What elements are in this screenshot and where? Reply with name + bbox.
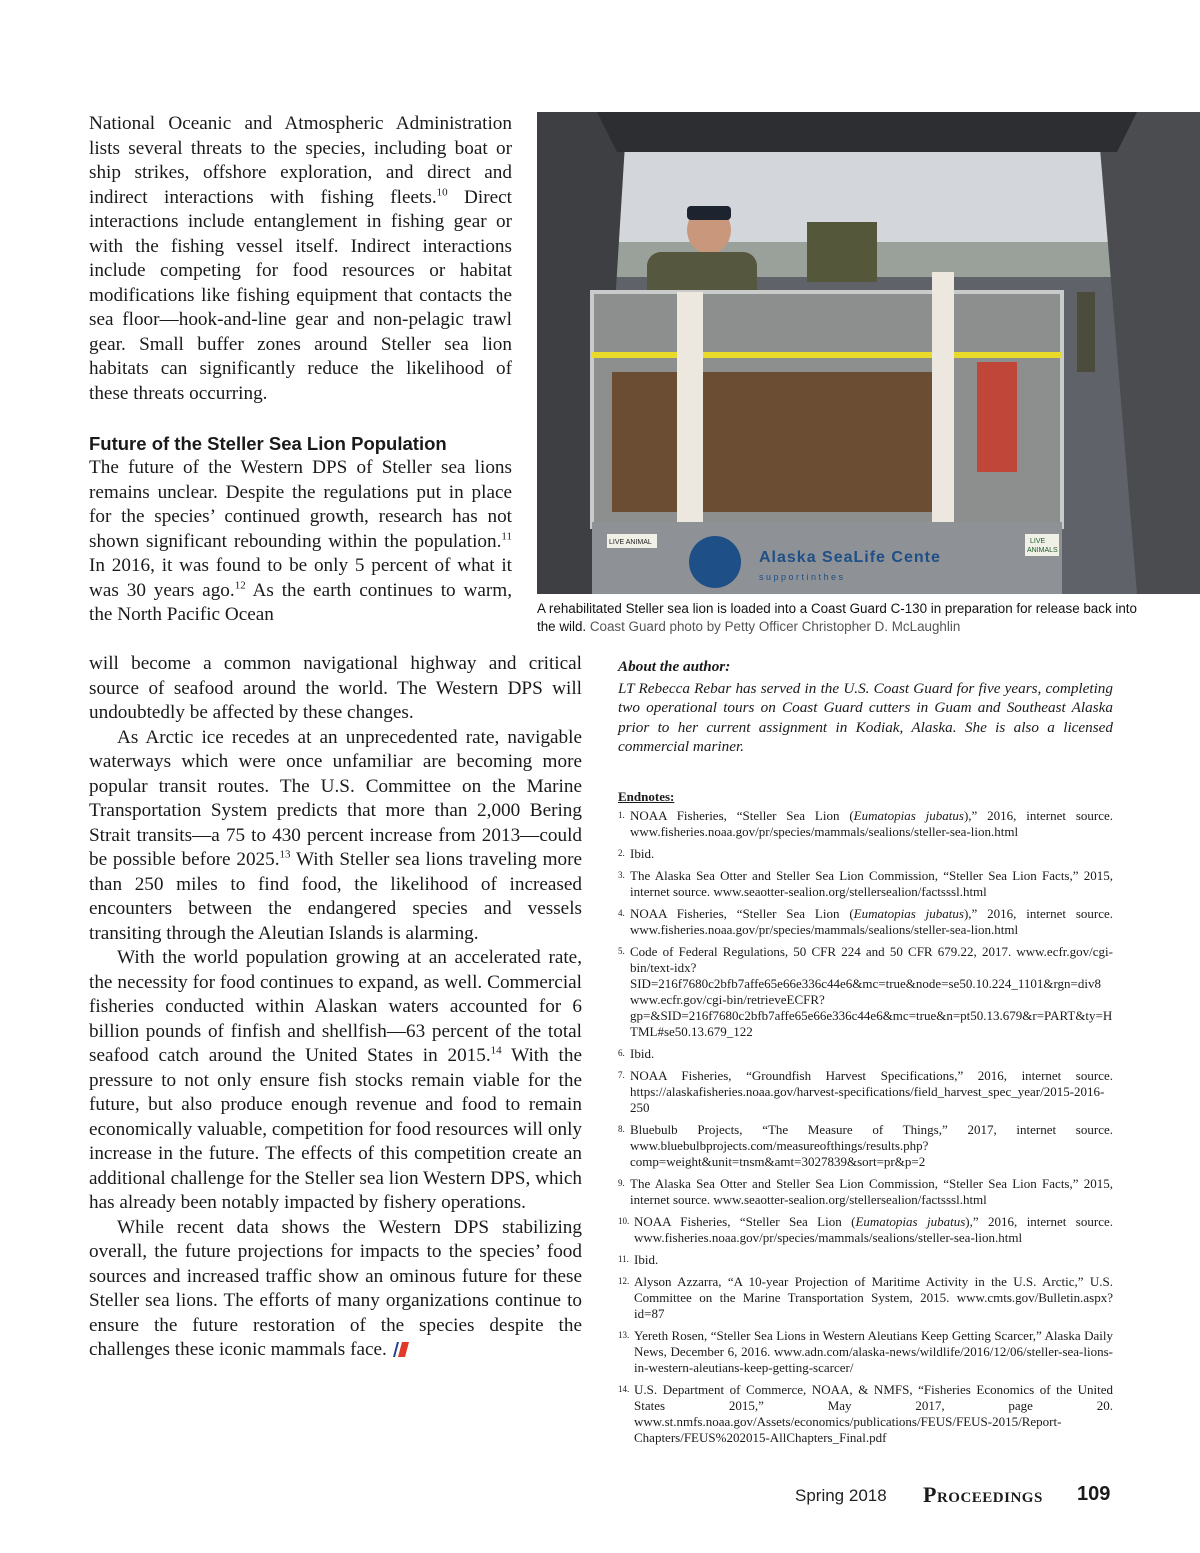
endnote-number: 8.	[618, 1124, 625, 1134]
sea-lion	[612, 372, 942, 512]
endnote-text: NOAA Fisheries, “Groundfish Harvest Specifications,” 2016, internet source. https://alaskafisheries.noaa.gov/harvest-specifications/field_harvest_spec_year/2015-2016-250	[630, 1068, 1113, 1115]
photo-illustration	[537, 112, 1200, 594]
handler-red-jacket	[977, 362, 1017, 472]
forklift	[807, 222, 877, 282]
photo-credit: Coast Guard photo by Petty Officer Christopher D. McLaughlin	[589, 619, 961, 634]
sign-left-text: LIVE ANIMAL	[609, 539, 652, 546]
person-walking	[1077, 292, 1095, 372]
paragraph: With the world population growing at an accelerated rate, the necessity for food continues to expand, as well. Commercial fisheries conducted within Alaskan waters accounted for 6 billion pounds of finfish and shellfish—63 percent of the total seafood catch around the United States in 2015.14 With the pressure to not only ensure fish stocks remain viable for the future, but also produce enough revenue and food to remain economically valuable, competition for food resources will only increase in the future. The effects of this competition create an additional challenge for the Steller sea lion Western DPS, which has already been notably impacted by fishery operations.	[89, 947, 582, 1213]
endnote-number: 14.	[618, 1384, 630, 1394]
endnote-text: U.S. Department of Commerce, NOAA, & NMFS, “Fisheries Economics of the United States 2015,” May 2017, page 20. www.st.nmfs.noaa.gov/Assets/economics/publications/FEUS/FEUS-2015/Report-Chapters/FEUS%202015-AllChapters_Final.pdf	[634, 1382, 1113, 1445]
endnote-item	[618, 1274, 1113, 1322]
about-author-heading: About the author:	[618, 658, 731, 675]
endnote-text: Eumatopias jubatus	[853, 906, 964, 921]
footnote-ref: 12	[234, 579, 246, 592]
cargo-ramp-top	[597, 112, 1137, 152]
endnote-text: NOAA Fisheries, “Steller Sea Lion (	[634, 1214, 856, 1229]
footnote-ref: 10	[436, 186, 448, 199]
body-column-wide	[89, 652, 582, 1363]
endnote-number: 7.	[618, 1070, 625, 1080]
endnote-item	[618, 1122, 1113, 1170]
endnote-text: ),” 2016, internet source. www.fisheries.noaa.gov/pr/species/mammals/sealions/steller-sea-lion.html	[634, 1214, 1113, 1245]
endnote-number: 9.	[618, 1178, 625, 1188]
endnote-number: 1.	[618, 810, 625, 820]
paragraph: As Arctic ice recedes at an unprecedented rate, navigable waterways which were once unfamiliar are becoming more popular transit routes. The U.S. Committee on the Marine Transportation System predicts that more than 2,000 Bering Strait transits—a 75 to 430 percent increase from 2013—could be possible before 2025.13 With Steller sea lions traveling more than 250 miles to find food, the likelihood of increased encounters between the endangered species and vessels transiting through the Aleutian Islands is alarming.	[89, 726, 582, 944]
endnote-item	[618, 1382, 1113, 1446]
endnote-text: NOAA Fisheries, “Steller Sea Lion (	[630, 808, 854, 823]
endnote-item	[618, 1068, 1113, 1116]
publication-name: Proceedings	[923, 1482, 1043, 1507]
about-author	[618, 657, 1113, 757]
section-heading: Future of the Steller Sea Lion Population	[89, 433, 447, 454]
endnote-item	[618, 906, 1113, 938]
paragraph: The future of the Western DPS of Steller sea lions remains unclear. Despite the regulations put in place for the species’ continued growth, research has not shown significant rebounding within the population.$^{11}$ In 2016, it was found to be only 5 percent of what it was 30 years ago.$^{12}$ As the earth continues to warm, the North Pacific Ocean	[89, 457, 513, 625]
endnote-item	[618, 846, 1113, 862]
endnote-number: 5.	[618, 946, 625, 956]
endnote-number: 3.	[618, 870, 625, 880]
endnote-text: ),” 2016, internet source. www.fisheries.noaa.gov/pr/species/mammals/sealions/steller-sea-lion.html	[630, 808, 1113, 839]
sign-right-text-1: LIVE	[1030, 538, 1046, 545]
endnote-number: 12.	[618, 1276, 630, 1286]
endnote-item	[618, 1328, 1113, 1376]
endnote-item	[618, 1046, 1113, 1062]
endnotes-title: Endnotes:	[618, 789, 675, 804]
endnote-number: 13.	[618, 1330, 630, 1340]
issue-season: Spring 2018	[795, 1486, 887, 1505]
endnote-item	[618, 1214, 1113, 1246]
endnote-item	[618, 1176, 1113, 1208]
footnote-ref: 11	[501, 530, 512, 543]
footnote-ref: 14	[490, 1044, 502, 1057]
photo-caption: A rehabilitated Steller sea lion is loaded into a Coast Guard C-130 in preparation for release back into the wild. Coast Guard photo by Petty Officer Christopher D. McLaughlin	[537, 601, 1137, 634]
endnote-text: Yereth Rosen, “Steller Sea Lions in Western Aleutians Keep Getting Scarcer,” Alaska Daily News, December 6, 2016. www.adn.com/alaska-news/wildlife/2016/12/06/steller-sea-lions-in-western-aleutians-keep-getting-scarcer/	[634, 1328, 1113, 1375]
endnote-text: Ibid.	[630, 1046, 655, 1061]
endnote-item	[618, 868, 1113, 900]
endnote-number: 6.	[618, 1048, 625, 1058]
footnote-ref: 13	[279, 848, 291, 861]
endnote-text: Ibid.	[634, 1252, 659, 1267]
end-mark-icon	[391, 1342, 409, 1357]
article-photo	[537, 112, 1200, 594]
endnote-text: Code of Federal Regulations, 50 CFR 224 and 50 CFR 679.22, 2017. www.ecfr.gov/cgi-bin/text-idx?SID=216f7680c2bfb7affe65e66e336c44e6&mc=true&node=se50.10.224_1101&rgn=div8	[630, 944, 1113, 991]
endnote-item	[618, 1252, 1113, 1268]
endnote-text: Eumatopias jubatus	[855, 1214, 966, 1229]
endnote-number: 11.	[618, 1254, 629, 1264]
strap-yellow	[592, 352, 1062, 358]
author-bio: LT Rebecca Rebar has served in the U.S. Coast Guard for five years, completing two operational tours on Coast Guard cutters in Guam and Southeast Alaska prior to her current assignment in Kodiak, Alaska. She is also a licensed commercial mariner.	[618, 679, 1113, 755]
body-column-left	[89, 112, 512, 628]
endnote-text: Alyson Azzarra, “A 10-year Projection of Maritime Activity in the U.S. Arctic,” U.S. Committee on the Marine Transportation System, 2015. www.cmts.gov/Bulletin.aspx?id=87	[634, 1274, 1113, 1321]
paragraph: will become a common navigational highway and critical source of seafood around the world. The Western DPS will undoubtedly be affected by these changes.	[89, 653, 582, 723]
paragraph: National Oceanic and Atmospheric Administration lists several threats to the species, including boat or ship strikes, offshore exploration, and direct and indirect interactions with fishing fleets.$^{10}$ Direct interactions include entanglement in fishing gear or with the fishing vessel itself. Indirect interactions include competing for food resources or habitat modifications like fishing equipment that contacts the sea floor—hook-and-line gear and non-pelagic trawl gear. Small buffer zones around Steller sea lion habitats can significantly reduce the likelihood of these threats occurring.	[89, 113, 513, 404]
endnotes	[618, 789, 1113, 1452]
endnote-number: 10.	[618, 1216, 630, 1226]
endnote-text: Ibid.	[630, 846, 655, 861]
sign-right-text-2: ANIMALS	[1027, 547, 1058, 554]
endnote-text: www.ecfr.gov/cgi-bin/retrieveECFR?gp=&SID=216f7680c2bfb7affe65e66e336c44e6&mc=true&n=pt50.13.679&r=PART&ty=HTML#se50.13.679_122	[630, 992, 1113, 1039]
page-number: 109	[1077, 1483, 1111, 1505]
endnote-list	[618, 808, 1113, 1446]
endnote-text: ),” 2016, internet source. www.fisheries.noaa.gov/pr/species/mammals/sealions/steller-sea-lion.html	[630, 906, 1113, 937]
endnote-number: 4.	[618, 908, 625, 918]
endnote-text: Bluebulb Projects, “The Measure of Things,” 2017, internet source. www.bluebulbprojects.com/measureofthings/results.php?comp=weight&unit=tnsm&amt=3027839&sort=pr&p=2	[630, 1122, 1113, 1169]
banner-subtext: s u p p o r t i n t h e s	[759, 572, 844, 582]
endnote-number: 2.	[618, 848, 625, 858]
endnote-text: The Alaska Sea Otter and Steller Sea Lion Commission, “Steller Sea Lion Facts,” 2015, internet source. www.seaotter-sealion.org/stellersealion/factsssl.html	[630, 1176, 1113, 1207]
endnote-item	[618, 944, 1113, 1040]
endnote-text: The Alaska Sea Otter and Steller Sea Lion Commission, “Steller Sea Lion Facts,” 2015, internet source. www.seaotter-sealion.org/stellersealion/factsssl.html	[630, 868, 1113, 899]
paragraph: While recent data shows the Western DPS stabilizing overall, the future projections for impacts to the species’ food sources and increased traffic show an ominous future for these Steller sea lions. The efforts of many organizations continue to ensure the future restoration of the species despite the challenges these iconic mammals face.	[89, 1216, 582, 1360]
endnote-text: NOAA Fisheries, “Steller Sea Lion (	[630, 906, 854, 921]
page-footer	[795, 1482, 1115, 1510]
crew-member-cap	[687, 206, 731, 220]
banner-text: Alaska SeaLife Cente	[759, 549, 941, 566]
sealife-logo-icon	[689, 536, 741, 588]
endnote-item	[618, 808, 1113, 840]
endnote-text: Eumatopias jubatus	[853, 808, 964, 823]
